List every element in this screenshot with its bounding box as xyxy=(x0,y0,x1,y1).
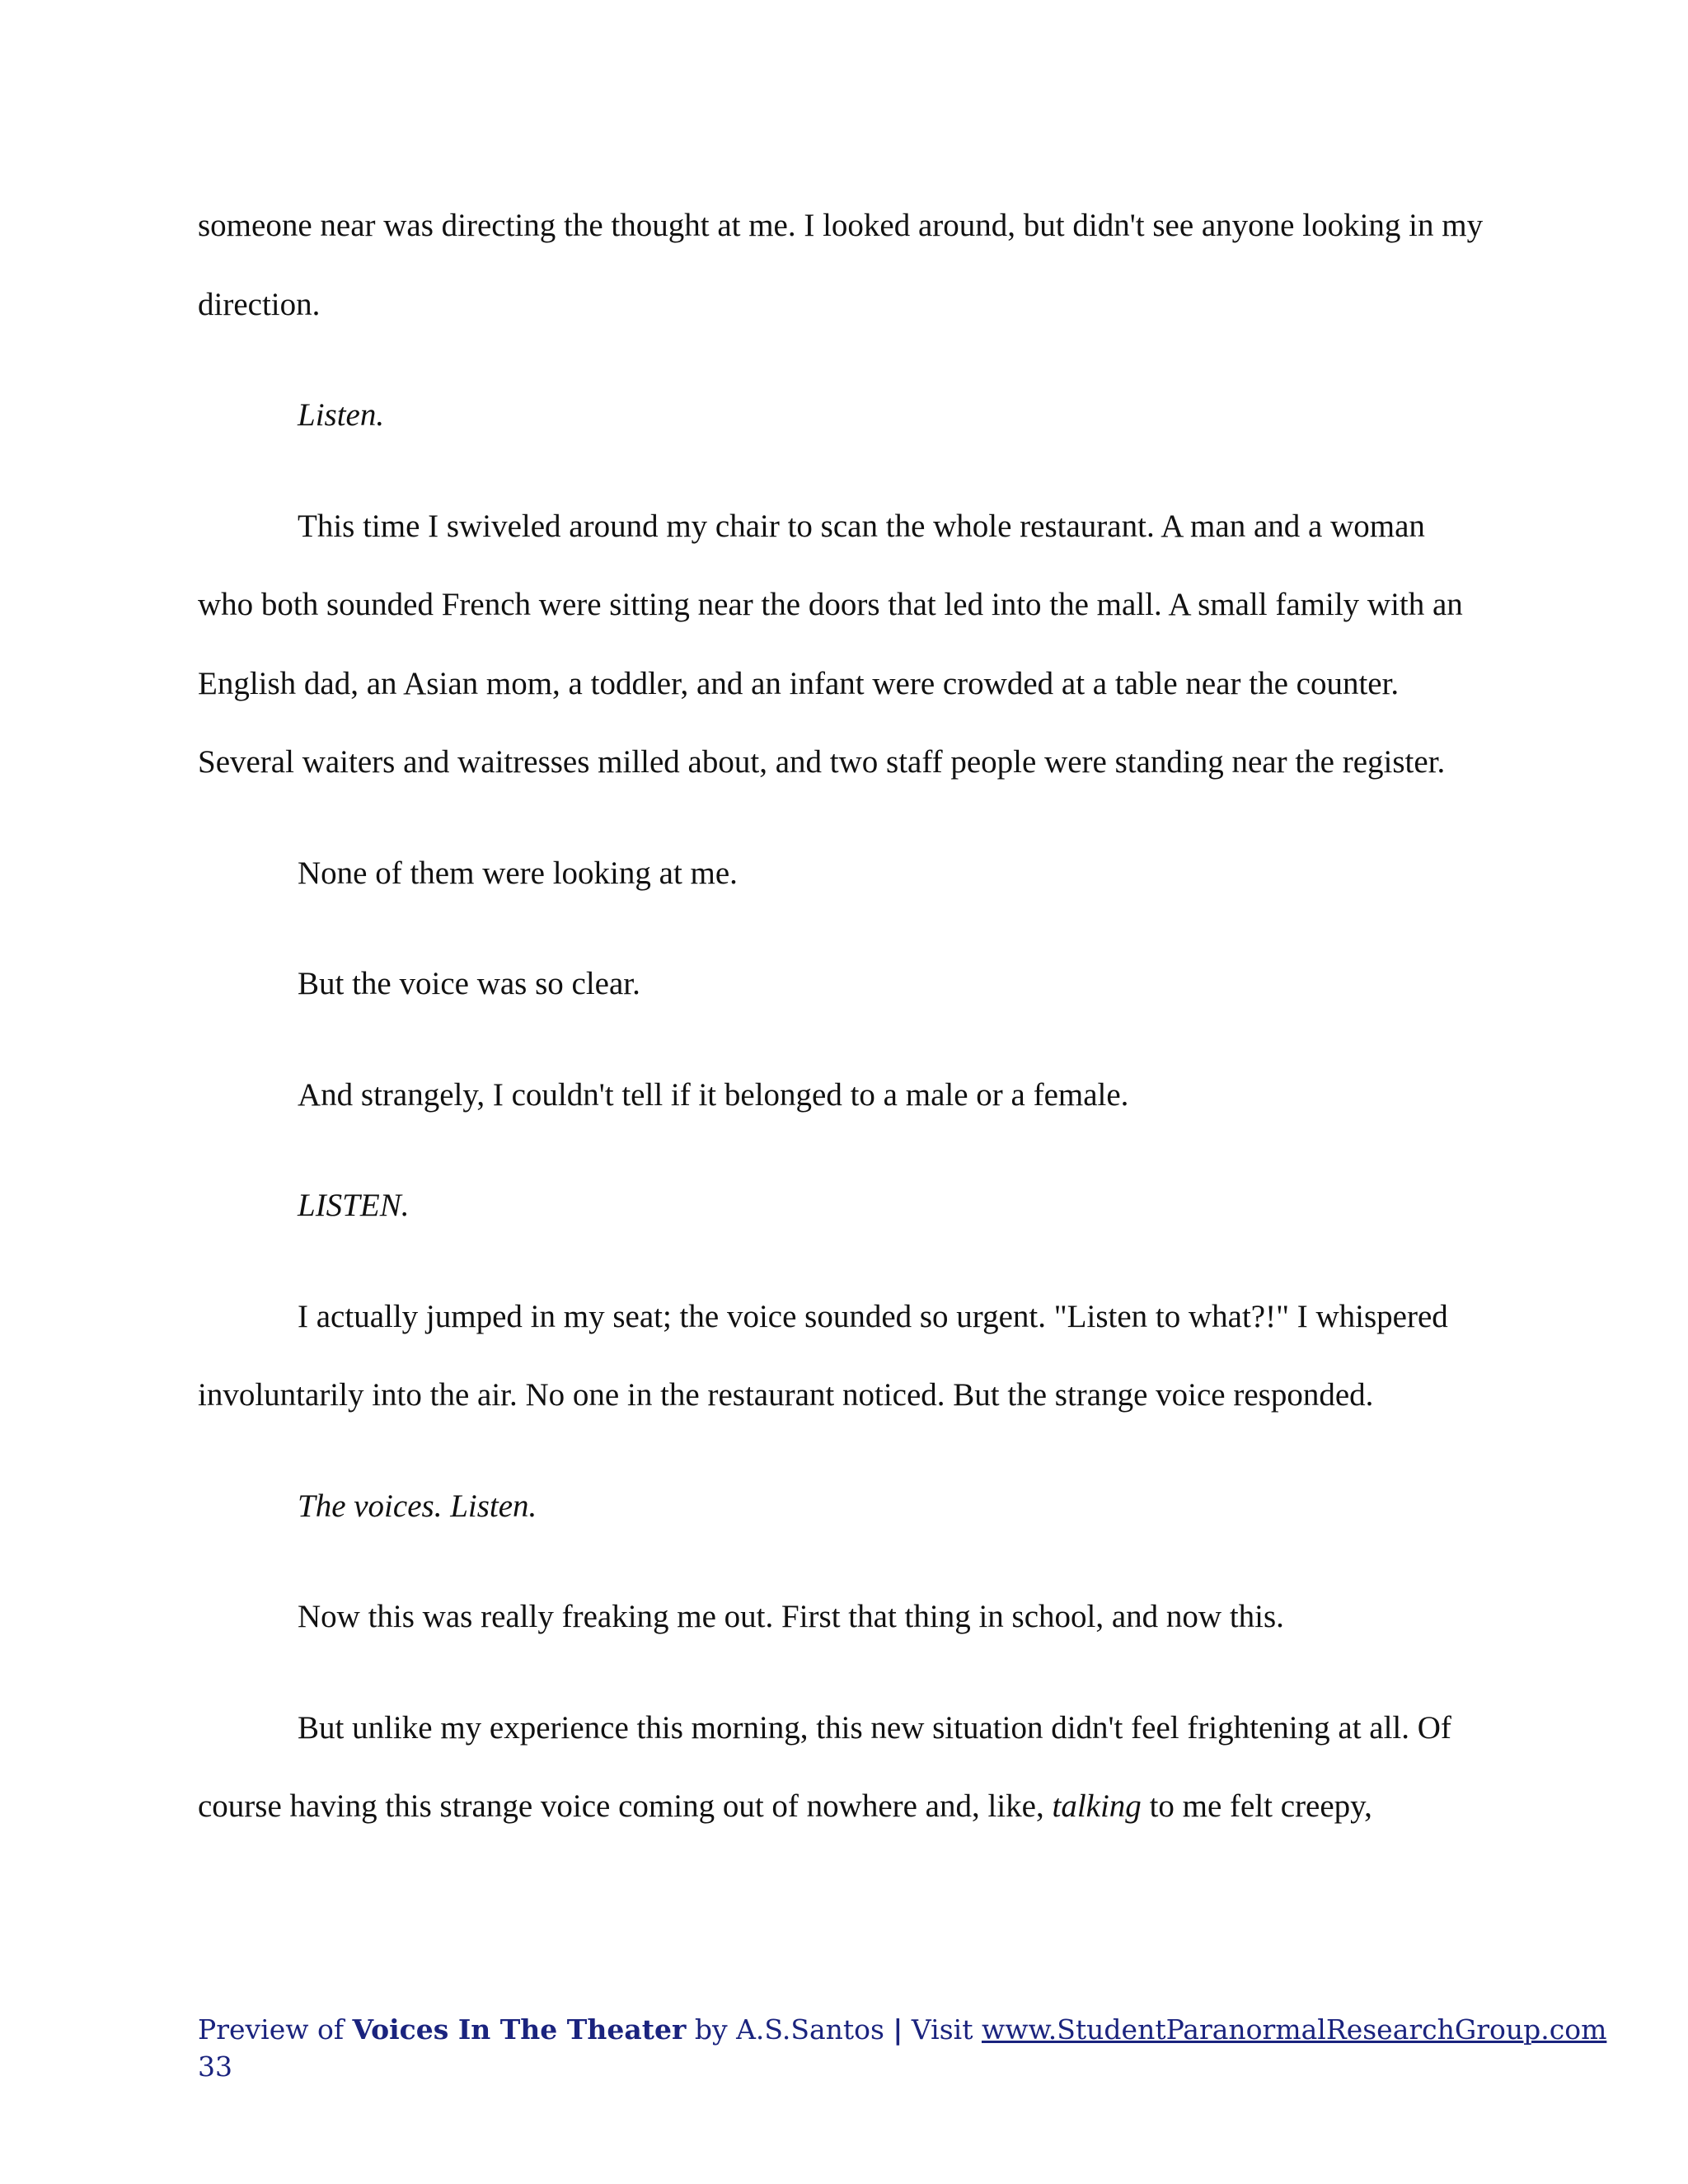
paragraph xyxy=(198,1689,1484,1846)
paragraph xyxy=(198,376,1484,455)
paragraph-text: to me felt creepy, xyxy=(1141,1788,1372,1824)
footer-author: by A.S.Santos xyxy=(686,2013,893,2046)
paragraph: This time I swiveled around my chair to scan the whole restaurant. A man and a woman who both sounded French were sitting near the doors that led into the mall. A small family with an English dad, an Asian mom, a toddler, and an infant were crowded at a table near the counter. Several waiters and waitresses milled about, and two staff people were standing near the register. xyxy=(198,508,1463,780)
paragraph: someone near was directing the thought at me. I looked around, but didn't see anyone looking in my direction. xyxy=(198,208,1484,322)
paragraph: And strangely, I couldn't tell if it belonged to a male or a female. xyxy=(298,1076,1129,1113)
footer-visit: Visit xyxy=(903,2013,982,2046)
paragraph: But the voice was so clear. xyxy=(298,966,640,1001)
book-title: Voices In The Theater xyxy=(352,2013,687,2046)
page-number: 33 xyxy=(198,2050,232,2083)
paragraph: Now this was really freaking me out. First that thing in school, and now this. xyxy=(298,1599,1284,1634)
paragraph-text: But unlike my experience this morning, this new situation didn't feel frightening at all. Of course having this strange voice coming out of nowhere and, like, xyxy=(198,1709,1451,1824)
paragraph xyxy=(198,1166,1484,1245)
paragraph: None of them were looking at me. xyxy=(298,855,738,891)
italic-thought: LISTEN. xyxy=(298,1188,410,1223)
footer-prefix: Preview of xyxy=(198,2013,353,2046)
italic-thought: Listen. xyxy=(298,397,385,433)
website-link[interactable]: www.StudentParanormalResearchGroup.com xyxy=(981,2013,1607,2046)
italic-word: talking xyxy=(1052,1788,1142,1824)
paragraph xyxy=(198,1467,1484,1546)
story-text xyxy=(198,186,1484,1846)
italic-thought: The voices. Listen. xyxy=(298,1488,537,1524)
preview-footer xyxy=(198,2013,1606,2046)
paragraph: I actually jumped in my seat; the voice sounded so urgent. "Listen to what?!" I whispered involuntarily into the air. No one in the restaurant noticed. But the strange voice responded. xyxy=(198,1298,1448,1413)
footer-separator: | xyxy=(893,2013,903,2046)
